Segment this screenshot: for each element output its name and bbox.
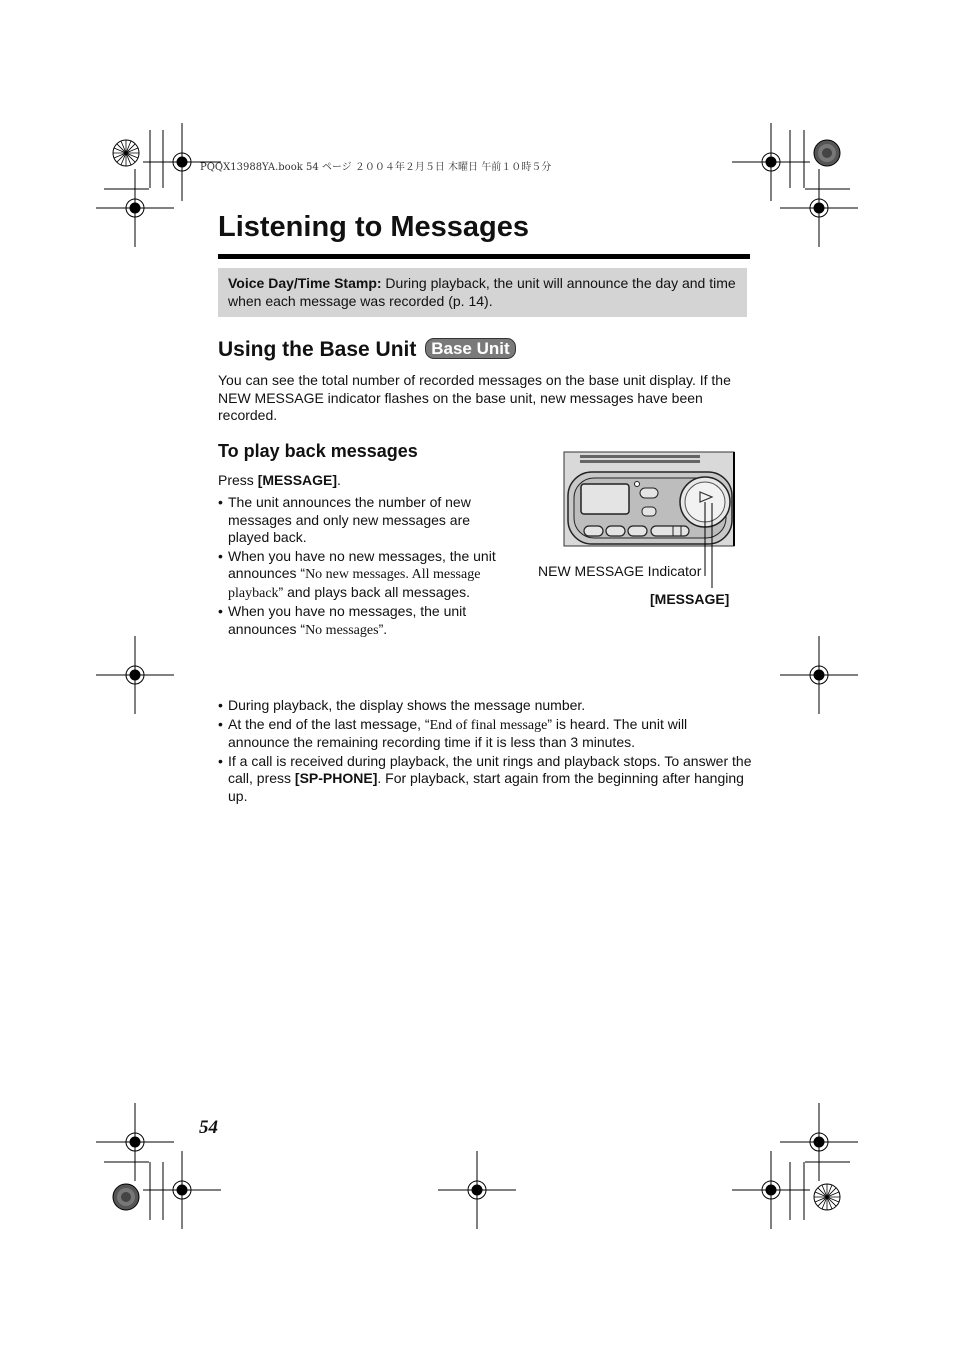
list-item-text: When you have no new messages, the unit announces “ xyxy=(228,547,496,581)
corner-mark-top-left xyxy=(96,123,221,247)
registration-mark-bottom-center xyxy=(438,1151,516,1229)
voice-stamp-note xyxy=(218,268,747,317)
note-text: During playback, the unit will announce the day and time when each message was recorded (p. 14). xyxy=(228,275,736,309)
new-message-indicator-label: NEW MESSAGE Indicator xyxy=(538,563,702,579)
playback-notes-list xyxy=(218,494,513,640)
page-title: Listening to Messages xyxy=(218,211,530,243)
list-item-text: ”. xyxy=(378,620,388,637)
list-item xyxy=(218,494,513,547)
section-title-text: Using the Base Unit xyxy=(218,338,417,361)
list-item-text: The unit announces the number of new messages and only new messages are played back. xyxy=(228,494,471,545)
list-item-text: . For playback, start again from the beginning after hanging up. xyxy=(228,770,744,804)
list-item xyxy=(218,716,752,752)
sp-phone-key: [SP-PHONE] xyxy=(294,770,378,786)
list-item-text: When you have no messages, the unit announces “ xyxy=(228,603,467,637)
corner-mark-top-right xyxy=(732,123,858,247)
list-item xyxy=(218,753,752,806)
note-label: Voice Day/Time Stamp: xyxy=(228,275,382,291)
list-item-text: ” and plays back all messages. xyxy=(278,583,470,600)
list-item xyxy=(218,548,513,603)
message-key: [MESSAGE] xyxy=(257,472,338,488)
press-instruction xyxy=(218,472,341,488)
list-item xyxy=(218,697,752,715)
playback-behavior-list xyxy=(218,697,752,806)
display-window xyxy=(581,484,629,514)
list-item-text: At the end of the last message, “ xyxy=(228,715,430,732)
page-number: 54 xyxy=(199,1117,218,1138)
announcement-quote: End of final message xyxy=(429,717,548,733)
section-title xyxy=(218,338,516,362)
press-prefix: Press xyxy=(218,472,258,488)
subsection-title: To play back messages xyxy=(218,441,418,461)
announcement-quote: No messages xyxy=(305,622,379,638)
base-unit-badge: Base Unit xyxy=(425,338,515,359)
list-item-text: If a call is received during playback, the unit rings and playback stops. To answer the call, press xyxy=(228,752,752,786)
section-intro: You can see the total number of recorded messages on the base unit display. If the NEW MESSAGE indicator flashes on the base unit, new messages have been recorded. xyxy=(218,372,731,424)
print-job-header: PQQX13988YA.book 54 ページ ２００４年２月５日 木曜日 午前１０時５分 xyxy=(200,162,552,173)
registration-mark-mid-left xyxy=(96,636,174,714)
corner-mark-bottom-right xyxy=(732,1103,858,1229)
message-button-label: [MESSAGE] xyxy=(650,591,730,607)
announcement-quote: No new messages. All message playback xyxy=(228,567,481,601)
title-rule xyxy=(218,254,750,259)
list-item-text: During playback, the display shows the message number. xyxy=(228,697,586,713)
press-suffix: . xyxy=(337,472,341,488)
list-item-text: ” is heard. The unit will announce the remaining recording time if it is less than 3 minutes. xyxy=(228,715,688,750)
registration-mark-mid-right xyxy=(780,636,858,714)
list-item xyxy=(218,603,513,639)
